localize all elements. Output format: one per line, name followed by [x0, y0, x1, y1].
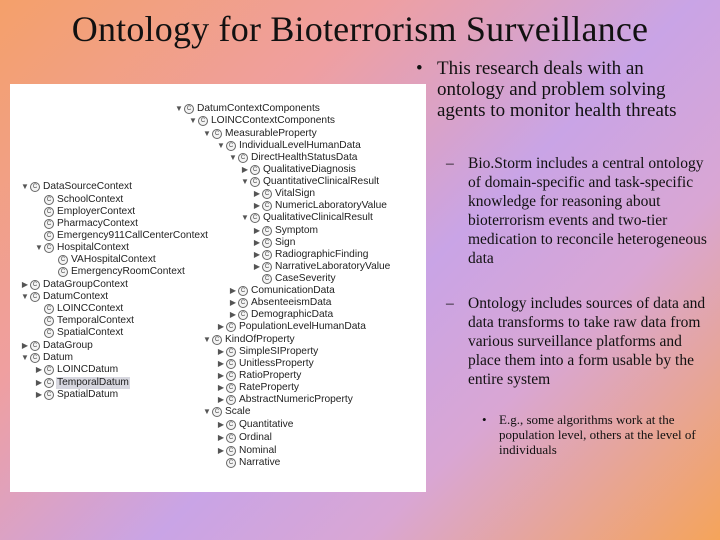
collapse-triangle-icon[interactable]: ▶: [253, 238, 261, 247]
class-icon: C: [44, 328, 54, 338]
expand-triangle-icon[interactable]: ▼: [203, 129, 211, 138]
tree-node[interactable]: ▶ C LOINCDatum: [35, 364, 119, 375]
class-icon: C: [44, 390, 54, 400]
class-icon: C: [262, 274, 272, 284]
tree-node[interactable]: ▼ C QualitativeClinicalResult: [241, 212, 373, 223]
tree-node[interactable]: ▼ C DirectHealthStatusData: [229, 152, 358, 163]
class-icon: C: [250, 165, 260, 175]
tree-node[interactable]: ▼ C QuantitativeClinicalResult: [241, 176, 380, 187]
bullet-dash: –: [446, 155, 454, 172]
collapse-triangle-icon[interactable]: ▶: [35, 365, 43, 374]
tree-node[interactable]: ▶ C DemographicData: [229, 309, 334, 320]
ontology-tree-panel: [10, 84, 426, 492]
expand-triangle-icon[interactable]: ▼: [35, 243, 43, 252]
class-icon: C: [30, 341, 40, 351]
class-icon: C: [226, 383, 236, 393]
class-icon: C: [262, 226, 272, 236]
tree-node[interactable]: C VAHospitalContext: [48, 254, 157, 266]
class-icon: C: [30, 292, 40, 302]
class-icon: C: [44, 219, 54, 229]
class-icon: C: [262, 189, 272, 199]
expand-triangle-icon[interactable]: ▼: [229, 153, 237, 162]
class-icon: C: [44, 378, 54, 388]
tree-node[interactable]: ▼ C Datum: [21, 352, 74, 363]
class-icon: C: [226, 395, 236, 405]
expand-triangle-icon[interactable]: ▼: [175, 104, 183, 113]
tree-node-selected[interactable]: ▶ C TemporalDatum: [35, 377, 129, 388]
tree-node[interactable]: ▶ C NumericLaboratoryValue: [253, 200, 387, 211]
tree-node[interactable]: ▶ C QualitativeDiagnosis: [241, 164, 356, 175]
class-icon: C: [184, 104, 194, 114]
expand-triangle-icon[interactable]: ▼: [21, 353, 29, 362]
slide-title: Ontology for Bioterrorism Surveillance: [71, 9, 649, 49]
class-icon: C: [250, 213, 260, 223]
tree-node[interactable]: ▶ C AbsenteeismData: [229, 297, 332, 308]
collapse-triangle-icon[interactable]: ▶: [35, 390, 43, 399]
class-icon: C: [238, 153, 248, 163]
class-icon: C: [30, 182, 40, 192]
sub-bullet-1: – Bio.Storm includes a central ontology of domain-specific and task-specific knowledge for reasoning about bioterrorism events and two-tier medication to reconcile heterogeneous data: [446, 155, 707, 267]
tree-node[interactable]: C TemporalContext: [34, 315, 135, 327]
tree-node[interactable]: ▼ C IndividualLevelHumanData: [217, 140, 361, 151]
tree-node[interactable]: C SpatialContext: [34, 327, 124, 339]
class-icon: C: [226, 458, 236, 468]
tree-node[interactable]: C LOINCContext: [34, 303, 124, 315]
tree-node[interactable]: ▶ C PopulationLevelHumanData: [217, 321, 366, 332]
class-icon: C: [262, 201, 272, 211]
tree-node[interactable]: ▶ C SimpleSIProperty: [217, 346, 319, 357]
expand-triangle-icon[interactable]: ▼: [21, 182, 29, 191]
class-icon: C: [226, 359, 236, 369]
expand-triangle-icon[interactable]: ▼: [203, 335, 211, 344]
tree-node[interactable]: ▶ C DataGroup: [21, 340, 93, 351]
sub-sub-bullet: • E.g., some algorithms work at the population level, others at the level of individuals: [482, 412, 696, 457]
collapse-triangle-icon[interactable]: ▶: [217, 446, 225, 455]
collapse-triangle-icon[interactable]: ▶: [21, 280, 29, 289]
class-icon: C: [44, 231, 54, 241]
class-icon: C: [58, 255, 68, 265]
class-icon: C: [226, 433, 236, 443]
tree-node[interactable]: ▶ C UnitlessProperty: [217, 358, 314, 369]
bullet-dash: –: [446, 295, 454, 312]
class-icon: C: [262, 238, 272, 248]
class-icon: C: [250, 177, 260, 187]
collapse-triangle-icon[interactable]: ▶: [253, 189, 261, 198]
collapse-triangle-icon[interactable]: ▶: [253, 250, 261, 259]
class-icon: C: [212, 335, 222, 345]
class-icon: C: [44, 243, 54, 253]
collapse-triangle-icon[interactable]: ▶: [217, 347, 225, 356]
class-icon: C: [226, 420, 236, 430]
tree-node[interactable]: ▶ C DataGroupContext: [21, 279, 128, 290]
tree-node[interactable]: ▼ C LOINCContextComponents: [189, 115, 336, 126]
main-bullet: • This research deals with an ontology and problem solving agents to monitor health threats: [416, 58, 677, 121]
collapse-triangle-icon[interactable]: ▶: [253, 201, 261, 210]
collapse-triangle-icon[interactable]: ▶: [229, 286, 237, 295]
class-icon: C: [226, 322, 236, 332]
tree-node[interactable]: ▼ C KindOfProperty: [203, 334, 295, 345]
collapse-triangle-icon[interactable]: ▶: [35, 378, 43, 387]
tree-node[interactable]: ▶ C Ordinal: [217, 432, 272, 443]
tree-node[interactable]: C SchoolContext: [34, 194, 124, 206]
tree-node[interactable]: ▶ C NarrativeLaboratoryValue: [253, 261, 391, 272]
class-icon: C: [44, 304, 54, 314]
tree-node[interactable]: C CaseSeverity: [252, 273, 337, 285]
collapse-triangle-icon[interactable]: ▶: [253, 262, 261, 271]
expand-triangle-icon[interactable]: ▼: [241, 213, 249, 222]
tree-node[interactable]: ▼ C DataSourceContext: [21, 181, 132, 192]
expand-triangle-icon[interactable]: ▼: [241, 177, 249, 186]
class-icon: C: [238, 298, 248, 308]
collapse-triangle-icon[interactable]: ▶: [217, 371, 225, 380]
class-icon: C: [262, 250, 272, 260]
collapse-triangle-icon[interactable]: ▶: [253, 226, 261, 235]
tree-node[interactable]: ▶ C SpatialDatum: [35, 389, 119, 400]
class-icon: C: [238, 310, 248, 320]
class-icon: C: [44, 365, 54, 375]
collapse-triangle-icon[interactable]: ▶: [217, 420, 225, 429]
class-icon: C: [30, 353, 40, 363]
expand-triangle-icon[interactable]: ▼: [21, 292, 29, 301]
tree-node[interactable]: ▶ C Symptom: [253, 225, 319, 236]
class-icon: C: [44, 195, 54, 205]
expand-triangle-icon[interactable]: ▼: [189, 116, 197, 125]
collapse-triangle-icon[interactable]: ▶: [21, 341, 29, 350]
tree-node[interactable]: C EmergencyRoomContext: [48, 266, 186, 278]
tree-node[interactable]: ▶ C Quantitative: [217, 419, 294, 430]
tree-node[interactable]: ▶ C VitalSign: [253, 188, 316, 199]
class-icon: C: [226, 446, 236, 456]
tree-node[interactable]: ▼ C DatumContext: [21, 291, 109, 302]
tree-node[interactable]: ▼ C HospitalContext: [35, 242, 129, 253]
tree-node[interactable]: ▼ C DatumContextComponents: [175, 103, 320, 114]
tree-node[interactable]: ▶ C AbstractNumericProperty: [217, 394, 353, 405]
tree-node[interactable]: ▼ C Scale: [203, 406, 251, 417]
class-icon: C: [30, 280, 40, 290]
class-icon: C: [226, 141, 236, 151]
class-icon: C: [44, 316, 54, 326]
expand-triangle-icon[interactable]: ▼: [217, 141, 225, 150]
tree-node[interactable]: ▶ C RadiographicFinding: [253, 249, 369, 260]
sub-bullet-2: – Ontology includes sources of data and data transforms to take raw data from various surveillance platforms and place them into a form usable by the entire system: [446, 295, 706, 388]
tree-node[interactable]: C PharmacyContext: [34, 218, 139, 230]
tree-node[interactable]: ▶ C ComunicationData: [229, 285, 335, 296]
tree-node[interactable]: ▶ C RatioProperty: [217, 370, 302, 381]
class-icon: C: [226, 347, 236, 357]
tree-node[interactable]: C Emergency911CallCenterContext: [34, 230, 209, 242]
expand-triangle-icon[interactable]: ▼: [203, 407, 211, 416]
class-icon: C: [262, 262, 272, 272]
class-icon: C: [212, 407, 222, 417]
class-icon: C: [44, 207, 54, 217]
class-icon: C: [198, 116, 208, 126]
tree-node[interactable]: C EmployerContext: [34, 206, 136, 218]
class-icon: C: [238, 286, 248, 296]
tree-node[interactable]: C Narrative: [216, 457, 281, 469]
bullet-dot: •: [416, 58, 423, 79]
class-icon: C: [226, 371, 236, 381]
class-icon: C: [58, 267, 68, 277]
tree-node[interactable]: ▶ C Nominal: [217, 445, 277, 456]
collapse-triangle-icon[interactable]: ▶: [229, 298, 237, 307]
collapse-triangle-icon[interactable]: ▶: [217, 433, 225, 442]
tree-node[interactable]: ▶ C Sign: [253, 237, 296, 248]
bullet-dot: •: [482, 412, 487, 427]
tree-node[interactable]: ▶ C RateProperty: [217, 382, 300, 393]
class-icon: C: [212, 129, 222, 139]
collapse-triangle-icon[interactable]: ▶: [241, 165, 249, 174]
collapse-triangle-icon[interactable]: ▶: [217, 395, 225, 404]
tree-node[interactable]: ▼ C MeasurableProperty: [203, 128, 317, 139]
collapse-triangle-icon[interactable]: ▶: [217, 322, 225, 331]
collapse-triangle-icon[interactable]: ▶: [217, 359, 225, 368]
collapse-triangle-icon[interactable]: ▶: [217, 383, 225, 392]
collapse-triangle-icon[interactable]: ▶: [229, 310, 237, 319]
